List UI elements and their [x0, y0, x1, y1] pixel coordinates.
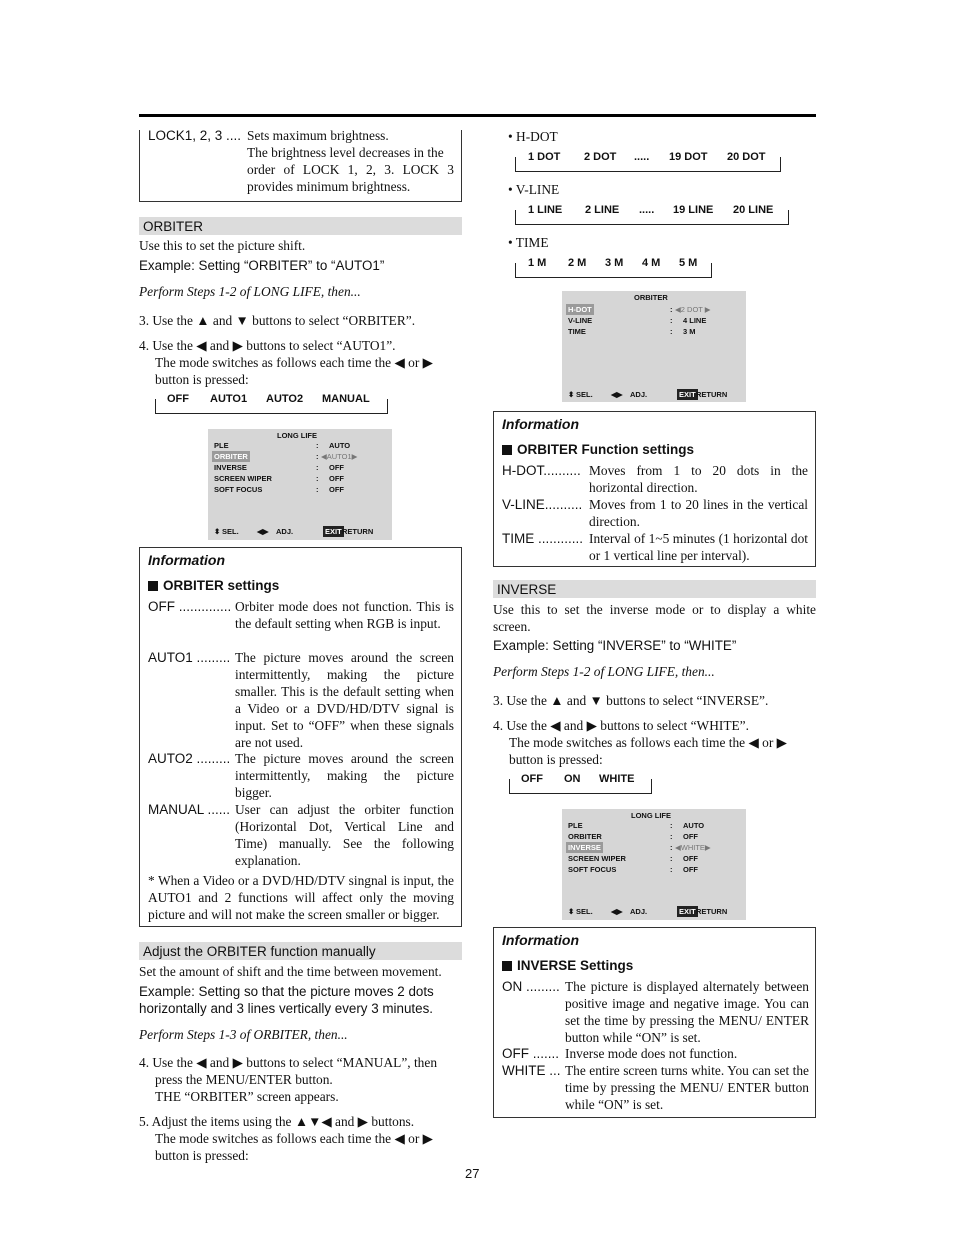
- manual-desc: Set the amount of shift and the time between movement.: [139, 964, 442, 979]
- lock-line-4: provides minimum brightness.: [247, 179, 411, 194]
- term-on: ON .........: [502, 979, 560, 994]
- orbiter-desc: Use this to set the picture shift.: [139, 238, 306, 253]
- cycle-item: ON: [564, 773, 581, 785]
- lock-term: LOCK1, 2, 3 ....: [148, 128, 242, 143]
- osd-row-value: OFF: [329, 485, 344, 494]
- osd-colon: :: [316, 463, 319, 472]
- info-title: Information: [148, 552, 225, 568]
- cycle-item: 1 DOT: [528, 151, 561, 163]
- term-time: TIME ............: [502, 531, 584, 546]
- osd-row-value: OFF: [683, 865, 698, 874]
- def-on: The picture is displayed alternately between positive image and negative image. You can set the time by pressing the MENU/ ENTER button while “ON” is set.: [565, 979, 809, 1045]
- manual-step4b: press the MENU/ENTER button.: [155, 1072, 333, 1087]
- cycle-item: .....: [634, 151, 650, 163]
- osd-row-value: ◀AUTO1▶: [321, 452, 358, 461]
- osd-row-label: INVERSE: [568, 843, 601, 852]
- term-hdot: H-DOT..........: [502, 463, 581, 478]
- cycle-item: 3 M: [605, 257, 624, 269]
- cycle-bracket: [515, 157, 781, 172]
- square-bullet-icon: [502, 445, 512, 455]
- osd-row-value: OFF: [683, 832, 698, 841]
- osd-row-label: INVERSE: [214, 463, 247, 472]
- cycle-item: 19 DOT: [669, 151, 708, 163]
- cycle-item: 1 M: [528, 257, 547, 269]
- info-subtitle: ORBITER Function settings: [502, 441, 694, 458]
- cycle-item: 2 M: [568, 257, 587, 269]
- info-inverse-box: [493, 927, 816, 1118]
- cycle-item: 4 M: [642, 257, 661, 269]
- cycle-item: 1 LINE: [528, 204, 563, 216]
- osd-title: ORBITER: [634, 293, 668, 302]
- osd-title: LONG LIFE: [631, 811, 671, 820]
- time-cycle: [515, 255, 711, 279]
- osd-row-label: PLE: [214, 441, 229, 450]
- cycle-item: MANUAL: [322, 393, 370, 405]
- osd-row-value: ◀2 DOT ▶: [675, 305, 711, 314]
- inverse-step4c: button is pressed:: [509, 752, 603, 767]
- osd-colon: :: [316, 474, 319, 483]
- def-vline: Moves from 1 to 20 lines in the vertical direction.: [589, 497, 808, 529]
- lock-line-3: order of LOCK 1, 2, 3. LOCK 3: [247, 162, 454, 177]
- osd-return: RETURN: [696, 390, 728, 399]
- info-subtitle: INVERSE Settings: [502, 957, 633, 974]
- cycle-item: 2 LINE: [585, 204, 620, 216]
- def-time: Interval of 1~5 minutes (1 horizontal dot or 1 vertical line per interval).: [589, 531, 808, 563]
- osd-row-label: ORBITER: [568, 832, 602, 841]
- osd-row-value: AUTO: [329, 441, 351, 450]
- term-auto1: AUTO1 .........: [148, 650, 231, 665]
- cycle-item: 20 DOT: [727, 151, 766, 163]
- updown-icon: ⬍: [568, 907, 575, 916]
- osd-colon: :: [316, 452, 319, 461]
- cycle-item: AUTO1: [210, 393, 248, 405]
- cycle-item: .....: [639, 204, 655, 216]
- term-off: OFF ..............: [148, 599, 232, 614]
- orbiter-step3: 3. Use the ▲ and ▼ buttons to select “ORBITER”.: [139, 313, 416, 328]
- orbiter-step4c: button is pressed:: [155, 372, 249, 387]
- hdot-cycle: [515, 149, 781, 173]
- inverse-step4a: 4. Use the ◀ and ▶ buttons to select “WHITE”.: [493, 718, 749, 733]
- manual-step5c: button is pressed:: [155, 1148, 249, 1163]
- orbiter-step4a: 4. Use the ◀ and ▶ buttons to select “AUTO1”.: [139, 338, 396, 353]
- osd-row-label: SCREEN WIPER: [214, 474, 272, 483]
- term-vline: V-LINE..........: [502, 497, 583, 512]
- term-off: OFF .......: [502, 1046, 559, 1061]
- lock-line-1: Sets maximum brightness.: [247, 128, 389, 143]
- osd-sel: SEL.: [576, 390, 593, 399]
- lock-box: [139, 130, 462, 202]
- cycle-bracket: [155, 399, 388, 414]
- osd-adj: ADJ.: [630, 390, 648, 399]
- manual-header: Adjust the ORBITER function manually: [139, 942, 462, 960]
- manual-example: Example: Setting so that the picture moves 2 dots horizontally and 3 lines vertically every 3 minutes.: [139, 984, 434, 1016]
- osd-row-label: SCREEN WIPER: [568, 854, 626, 863]
- osd-row-value: OFF: [329, 463, 344, 472]
- cycle-item: 19 LINE: [673, 204, 714, 216]
- def-auto1: The picture moves around the screen intermittently, making the picture smaller. This is the default setting when a Video or a DVD/HD/DTV signal is input. Set to “OFF” when these signals are not used.: [235, 650, 454, 750]
- osd-row-label: ORBITER: [214, 452, 248, 461]
- def-auto2: The picture moves around the screen intermittently, making the picture bigger.: [235, 751, 454, 800]
- manual-perform: Perform Steps 1-3 of ORBITER, then...: [139, 1027, 348, 1042]
- osd-sel: SEL.: [222, 527, 239, 536]
- osd-row-value: ◀WHITE▶: [675, 843, 711, 852]
- term-manual: MANUAL ......: [148, 802, 231, 817]
- inverse-header: INVERSE: [493, 580, 816, 598]
- orbiter-example: Example: Setting “ORBITER” to “AUTO1”: [139, 258, 385, 273]
- vline-cycle: [515, 202, 789, 226]
- cycle-bracket: [509, 779, 652, 794]
- inverse-desc: Use this to set the inverse mode or to display a white screen.: [493, 602, 816, 634]
- inverse-step3: 3. Use the ▲ and ▼ buttons to select “INVERSE”.: [493, 693, 769, 708]
- info-note: * When a Video or a DVD/HD/DTV singnal is input, the AUTO1 and 2 functions will affect only the moving picture and will not make the screen smaller or bigger.: [148, 873, 454, 922]
- def-manual: User can adjust the orbiter function (Horizontal Dot, Vertical Line and Time) manually. See the following explanation.: [235, 802, 454, 868]
- cycle-bracket: [515, 263, 712, 278]
- osd-row-value: 4 LINE: [683, 316, 707, 325]
- def-white: The entire screen turns white. You can set the time by pressing the MENU/ ENTER button while “ON” is set.: [565, 1063, 809, 1112]
- osd-colon: :: [670, 832, 673, 841]
- info-title: Information: [502, 932, 579, 948]
- osd-return: RETURN: [342, 527, 374, 536]
- orbiter-header: ORBITER: [139, 217, 462, 235]
- osd-colon: :: [670, 854, 673, 863]
- osd-adj: ADJ.: [630, 907, 648, 916]
- square-bullet-icon: [148, 581, 158, 591]
- info-orbiter-box: [139, 547, 462, 927]
- osd-row-value: 3 M: [683, 327, 696, 336]
- vline-label: • V-LINE: [508, 182, 560, 197]
- osd-row-label: TIME: [568, 327, 586, 336]
- cycle-item: AUTO2: [266, 393, 304, 405]
- osd-title: LONG LIFE: [277, 431, 317, 440]
- orbiter-step4b: The mode switches as follows each time the ◀ or ▶: [155, 355, 433, 370]
- orbiter-perform: Perform Steps 1-2 of LONG LIFE, then...: [139, 284, 361, 299]
- inverse-example: Example: Setting “INVERSE” to “WHITE”: [493, 638, 737, 653]
- leftright-icon: ◀▶: [611, 907, 623, 916]
- cycle-item: OFF: [167, 393, 189, 405]
- orbiter-cycle: [155, 391, 387, 415]
- osd-exit: EXIT: [679, 390, 696, 399]
- osd-orbiter: [562, 291, 746, 402]
- cycle-item: 2 DOT: [584, 151, 617, 163]
- osd-row-label: SOFT FOCUS: [214, 485, 263, 494]
- osd-row-value: AUTO: [683, 821, 705, 830]
- manual-step5a: 5. Adjust the items using the ▲▼◀ and ▶ buttons.: [139, 1114, 415, 1129]
- leftright-icon: ◀▶: [257, 527, 269, 536]
- leftright-icon: ◀▶: [611, 390, 623, 399]
- osd-colon: :: [316, 485, 319, 494]
- square-bullet-icon: [502, 961, 512, 971]
- def-off: Inverse mode does not function.: [565, 1046, 738, 1061]
- osd-row-value: OFF: [329, 474, 344, 483]
- inverse-cycle: [509, 771, 651, 795]
- osd-colon: :: [670, 865, 673, 874]
- page-number: 27: [465, 1166, 480, 1181]
- updown-icon: ⬍: [214, 527, 221, 536]
- osd-return: RETURN: [696, 907, 728, 916]
- hdot-label: • H-DOT: [508, 129, 558, 144]
- osd-long-life-inverse: [562, 809, 746, 920]
- osd-colon: :: [316, 441, 319, 450]
- osd-row-label: SOFT FOCUS: [568, 865, 617, 874]
- manual-step4a: 4. Use the ◀ and ▶ buttons to select “MANUAL”, then: [139, 1055, 438, 1070]
- osd-exit: EXIT: [679, 907, 696, 916]
- osd-row-label: V-LINE: [568, 316, 593, 325]
- inverse-step4b: The mode switches as follows each time the ◀ or ▶: [509, 735, 787, 750]
- cycle-item: OFF: [521, 773, 543, 785]
- top-rule: [139, 114, 816, 117]
- cycle-item: 20 LINE: [733, 204, 774, 216]
- term-white: WHITE ...: [502, 1063, 561, 1078]
- osd-colon: :: [670, 327, 673, 336]
- term-auto2: AUTO2 .........: [148, 751, 231, 766]
- cycle-bracket: [515, 210, 789, 225]
- osd-colon: :: [670, 843, 673, 852]
- info-subtitle: ORBITER settings: [148, 577, 279, 594]
- osd-colon: :: [670, 316, 673, 325]
- cycle-item: 5 M: [679, 257, 698, 269]
- def-hdot: Moves from 1 to 20 dots in the horizontal direction.: [589, 463, 808, 495]
- info-function-box: [493, 411, 816, 567]
- time-label: • TIME: [508, 235, 549, 250]
- osd-row-label: PLE: [568, 821, 583, 830]
- osd-adj: ADJ.: [276, 527, 294, 536]
- osd-row-value: OFF: [683, 854, 698, 863]
- lock-line-2: The brightness level decreases in the: [247, 145, 444, 160]
- osd-colon: :: [670, 821, 673, 830]
- info-title: Information: [502, 416, 579, 432]
- osd-sel: SEL.: [576, 907, 593, 916]
- updown-icon: ⬍: [568, 390, 575, 399]
- osd-colon: :: [670, 305, 673, 314]
- osd-long-life: [208, 429, 392, 540]
- def-off: Orbiter mode does not function. This is the default setting when RGB is input.: [235, 599, 454, 631]
- osd-row-label: H-DOT: [568, 305, 592, 314]
- osd-exit: EXIT: [325, 527, 342, 536]
- manual-step5b: The mode switches as follows each time the ◀ or ▶: [155, 1131, 433, 1146]
- manual-step4c: THE “ORBITER” screen appears.: [155, 1089, 339, 1104]
- cycle-item: WHITE: [599, 773, 635, 785]
- inverse-perform: Perform Steps 1-2 of LONG LIFE, then...: [493, 664, 715, 679]
